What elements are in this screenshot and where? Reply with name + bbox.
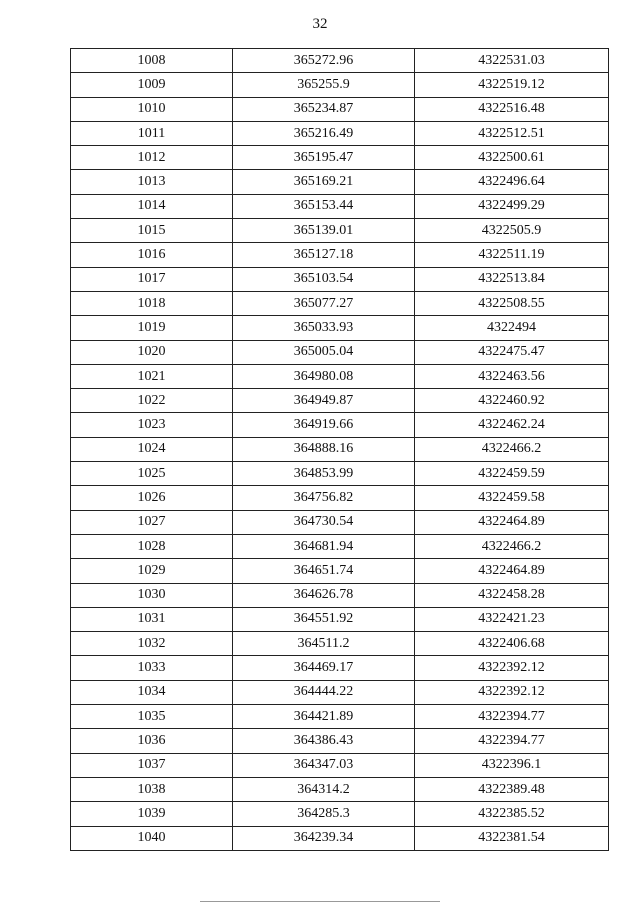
y-coordinate-cell: 4322475.47 bbox=[415, 340, 609, 364]
table-row bbox=[71, 49, 609, 73]
point-number-cell: 1013 bbox=[71, 170, 233, 194]
y-coordinate-cell: 4322462.24 bbox=[415, 413, 609, 437]
table-row bbox=[71, 267, 609, 291]
table-row bbox=[71, 340, 609, 364]
x-coordinate-cell: 364853.99 bbox=[233, 462, 415, 486]
x-coordinate-cell: 365153.44 bbox=[233, 194, 415, 218]
y-coordinate-cell: 4322500.61 bbox=[415, 146, 609, 170]
bottom-rule bbox=[200, 901, 440, 902]
point-number-cell: 1018 bbox=[71, 291, 233, 315]
table-row bbox=[71, 583, 609, 607]
point-number-cell: 1032 bbox=[71, 632, 233, 656]
point-number-cell: 1031 bbox=[71, 607, 233, 631]
page-number: 32 bbox=[312, 16, 328, 32]
table-row bbox=[71, 437, 609, 461]
y-coordinate-cell: 4322460.92 bbox=[415, 389, 609, 413]
point-number-cell: 1025 bbox=[71, 462, 233, 486]
table-row bbox=[71, 534, 609, 558]
point-number-cell: 1009 bbox=[71, 73, 233, 97]
point-number-cell: 1017 bbox=[71, 267, 233, 291]
point-number-cell: 1010 bbox=[71, 97, 233, 121]
table-row bbox=[71, 729, 609, 753]
point-number-cell: 1015 bbox=[71, 219, 233, 243]
x-coordinate-cell: 364469.17 bbox=[233, 656, 415, 680]
point-number-cell: 1012 bbox=[71, 146, 233, 170]
x-coordinate-cell: 364421.89 bbox=[233, 705, 415, 729]
x-coordinate-cell: 364756.82 bbox=[233, 486, 415, 510]
x-coordinate-cell: 364980.08 bbox=[233, 364, 415, 388]
y-coordinate-cell: 4322392.12 bbox=[415, 680, 609, 704]
y-coordinate-cell: 4322531.03 bbox=[415, 49, 609, 73]
y-coordinate-cell: 4322421.23 bbox=[415, 607, 609, 631]
x-coordinate-cell: 365195.47 bbox=[233, 146, 415, 170]
point-number-cell: 1022 bbox=[71, 389, 233, 413]
table-row bbox=[71, 462, 609, 486]
table-row bbox=[71, 243, 609, 267]
x-coordinate-cell: 364511.2 bbox=[233, 632, 415, 656]
y-coordinate-cell: 4322464.89 bbox=[415, 559, 609, 583]
point-number-cell: 1019 bbox=[71, 316, 233, 340]
y-coordinate-cell: 4322463.56 bbox=[415, 364, 609, 388]
y-coordinate-cell: 4322494 bbox=[415, 316, 609, 340]
x-coordinate-cell: 364285.3 bbox=[233, 802, 415, 826]
x-coordinate-cell: 365033.93 bbox=[233, 316, 415, 340]
table-row bbox=[71, 316, 609, 340]
x-coordinate-cell: 364919.66 bbox=[233, 413, 415, 437]
table-row bbox=[71, 705, 609, 729]
y-coordinate-cell: 4322381.54 bbox=[415, 826, 609, 850]
x-coordinate-cell: 364888.16 bbox=[233, 437, 415, 461]
x-coordinate-cell: 364314.2 bbox=[233, 777, 415, 801]
point-number-cell: 1023 bbox=[71, 413, 233, 437]
y-coordinate-cell: 4322459.58 bbox=[415, 486, 609, 510]
y-coordinate-cell: 4322513.84 bbox=[415, 267, 609, 291]
table-body bbox=[71, 49, 609, 851]
point-number-cell: 1029 bbox=[71, 559, 233, 583]
y-coordinate-cell: 4322466.2 bbox=[415, 437, 609, 461]
x-coordinate-cell: 365234.87 bbox=[233, 97, 415, 121]
y-coordinate-cell: 4322496.64 bbox=[415, 170, 609, 194]
y-coordinate-cell: 4322464.89 bbox=[415, 510, 609, 534]
point-number-cell: 1040 bbox=[71, 826, 233, 850]
y-coordinate-cell: 4322392.12 bbox=[415, 656, 609, 680]
table-row bbox=[71, 170, 609, 194]
x-coordinate-cell: 364626.78 bbox=[233, 583, 415, 607]
table-row bbox=[71, 632, 609, 656]
point-number-cell: 1021 bbox=[71, 364, 233, 388]
table-row bbox=[71, 826, 609, 850]
table-row bbox=[71, 219, 609, 243]
point-number-cell: 1016 bbox=[71, 243, 233, 267]
table-row bbox=[71, 97, 609, 121]
point-number-cell: 1030 bbox=[71, 583, 233, 607]
x-coordinate-cell: 364239.34 bbox=[233, 826, 415, 850]
point-number-cell: 1038 bbox=[71, 777, 233, 801]
table-row bbox=[71, 73, 609, 97]
y-coordinate-cell: 4322459.59 bbox=[415, 462, 609, 486]
y-coordinate-cell: 4322466.2 bbox=[415, 534, 609, 558]
point-number-cell: 1034 bbox=[71, 680, 233, 704]
y-coordinate-cell: 4322516.48 bbox=[415, 97, 609, 121]
table-row bbox=[71, 680, 609, 704]
x-coordinate-cell: 364551.92 bbox=[233, 607, 415, 631]
x-coordinate-cell: 364444.22 bbox=[233, 680, 415, 704]
x-coordinate-cell: 365077.27 bbox=[233, 291, 415, 315]
y-coordinate-cell: 4322508.55 bbox=[415, 291, 609, 315]
x-coordinate-cell: 365139.01 bbox=[233, 219, 415, 243]
table-row bbox=[71, 777, 609, 801]
table-row bbox=[71, 389, 609, 413]
x-coordinate-cell: 365216.49 bbox=[233, 121, 415, 145]
x-coordinate-cell: 364386.43 bbox=[233, 729, 415, 753]
x-coordinate-cell: 364949.87 bbox=[233, 389, 415, 413]
x-coordinate-cell: 364681.94 bbox=[233, 534, 415, 558]
table-row bbox=[71, 364, 609, 388]
table-row bbox=[71, 486, 609, 510]
y-coordinate-cell: 4322458.28 bbox=[415, 583, 609, 607]
table-row bbox=[71, 510, 609, 534]
table-row bbox=[71, 146, 609, 170]
table-row bbox=[71, 413, 609, 437]
point-number-cell: 1008 bbox=[71, 49, 233, 73]
x-coordinate-cell: 364651.74 bbox=[233, 559, 415, 583]
point-number-cell: 1037 bbox=[71, 753, 233, 777]
x-coordinate-cell: 365005.04 bbox=[233, 340, 415, 364]
point-number-cell: 1035 bbox=[71, 705, 233, 729]
point-number-cell: 1033 bbox=[71, 656, 233, 680]
x-coordinate-cell: 365272.96 bbox=[233, 49, 415, 73]
y-coordinate-cell: 4322505.9 bbox=[415, 219, 609, 243]
point-number-cell: 1039 bbox=[71, 802, 233, 826]
y-coordinate-cell: 4322396.1 bbox=[415, 753, 609, 777]
y-coordinate-cell: 4322394.77 bbox=[415, 705, 609, 729]
point-number-cell: 1024 bbox=[71, 437, 233, 461]
point-number-cell: 1011 bbox=[71, 121, 233, 145]
x-coordinate-cell: 364730.54 bbox=[233, 510, 415, 534]
table-row bbox=[71, 194, 609, 218]
x-coordinate-cell: 365127.18 bbox=[233, 243, 415, 267]
x-coordinate-cell: 365255.9 bbox=[233, 73, 415, 97]
y-coordinate-cell: 4322406.68 bbox=[415, 632, 609, 656]
y-coordinate-cell: 4322512.51 bbox=[415, 121, 609, 145]
point-number-cell: 1036 bbox=[71, 729, 233, 753]
x-coordinate-cell: 365169.21 bbox=[233, 170, 415, 194]
table-row bbox=[71, 802, 609, 826]
point-number-cell: 1020 bbox=[71, 340, 233, 364]
table-row bbox=[71, 753, 609, 777]
table-row bbox=[71, 559, 609, 583]
y-coordinate-cell: 4322519.12 bbox=[415, 73, 609, 97]
point-number-cell: 1028 bbox=[71, 534, 233, 558]
y-coordinate-cell: 4322385.52 bbox=[415, 802, 609, 826]
coordinates-table bbox=[70, 48, 609, 851]
y-coordinate-cell: 4322389.48 bbox=[415, 777, 609, 801]
table-row bbox=[71, 121, 609, 145]
table-row bbox=[71, 291, 609, 315]
point-number-cell: 1014 bbox=[71, 194, 233, 218]
table-row bbox=[71, 607, 609, 631]
point-number-cell: 1027 bbox=[71, 510, 233, 534]
x-coordinate-cell: 365103.54 bbox=[233, 267, 415, 291]
point-number-cell: 1026 bbox=[71, 486, 233, 510]
x-coordinate-cell: 364347.03 bbox=[233, 753, 415, 777]
y-coordinate-cell: 4322394.77 bbox=[415, 729, 609, 753]
y-coordinate-cell: 4322499.29 bbox=[415, 194, 609, 218]
y-coordinate-cell: 4322511.19 bbox=[415, 243, 609, 267]
table-row bbox=[71, 656, 609, 680]
